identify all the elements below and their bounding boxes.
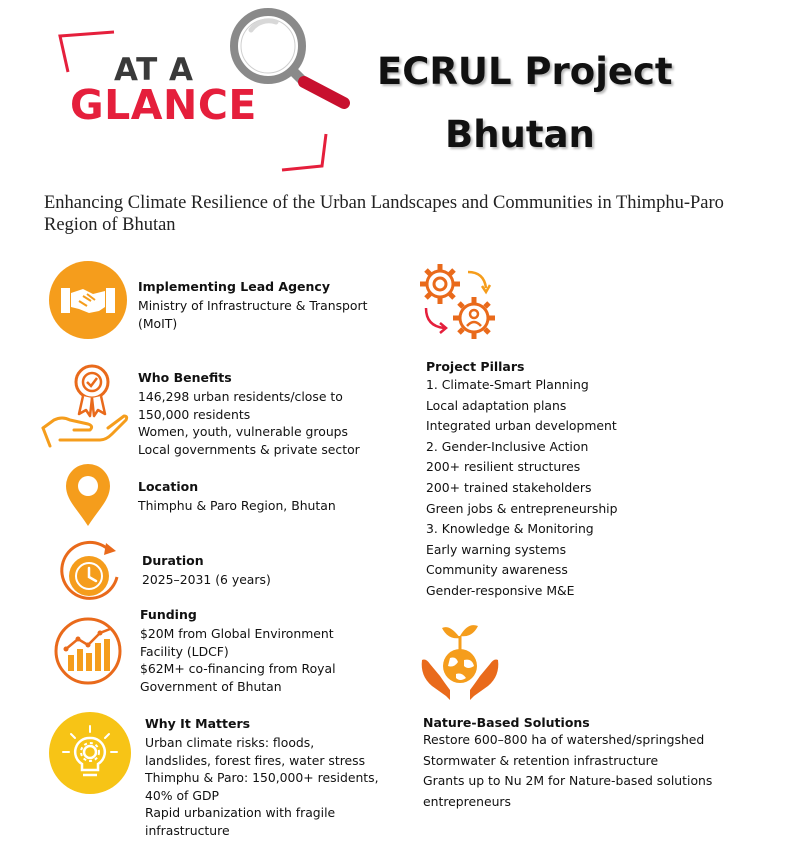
why-line: 40% of GDP xyxy=(145,787,219,803)
at-a-glance-logo xyxy=(50,0,360,180)
pillars-line: Community awareness xyxy=(426,562,568,578)
funding-section xyxy=(140,607,336,695)
logo-line-1: AT A xyxy=(114,52,194,88)
logo-line-2: GLANCE xyxy=(70,81,257,129)
pillars-line: 2. Gender-Inclusive Action xyxy=(426,438,589,454)
pillars-line: Early warning systems xyxy=(426,541,567,557)
nbs-line: Restore 600–800 ha of watershed/springshed xyxy=(423,732,705,747)
why-line: landslides, forest fires, water stress xyxy=(145,752,366,768)
pillars-heading: Project Pillars xyxy=(426,359,525,374)
benefits-heading: Who Benefits xyxy=(138,370,232,385)
why-line: Rapid urbanization with fragile xyxy=(145,805,336,820)
agency-line: (MoIT) xyxy=(138,315,178,331)
agency-heading: Implementing Lead Agency xyxy=(138,279,330,294)
duration-section xyxy=(142,553,271,589)
subtitle: Enhancing Climate Resilience of the Urban Landscapes and Communities in Thimphu-Paro Region of Bhutan xyxy=(44,193,724,235)
why-line: infrastructure xyxy=(145,822,230,838)
nbs-line: Stormwater & retention infrastructure xyxy=(423,752,659,768)
duration-heading: Duration xyxy=(142,553,204,568)
funding-line: $20M from Global Environment xyxy=(140,626,334,641)
location-section xyxy=(138,479,336,515)
duration-line: 2025–2031 (6 years) xyxy=(142,572,271,587)
pillars-line: Green jobs & entrepreneurship xyxy=(426,500,618,516)
handshake-icon xyxy=(49,261,127,339)
nbs-line: Grants up to Nu 2M for Nature-based solutions xyxy=(423,773,713,789)
gears-cycle-icon xyxy=(412,256,500,342)
benefits-line: 146,298 urban residents/close to xyxy=(138,389,343,404)
nbs-line: entrepreneurs xyxy=(423,793,511,809)
lightbulb-gear-icon xyxy=(49,712,131,794)
pillars-section xyxy=(426,359,617,602)
pillars-line: 3. Knowledge & Monitoring xyxy=(426,521,594,537)
location-heading: Location xyxy=(138,479,199,494)
benefits-section xyxy=(138,370,360,458)
page-title-line-1: ECRUL Project xyxy=(377,50,673,93)
pillars-line: Local adaptation plans xyxy=(426,397,567,413)
why-line: Urban climate risks: floods, xyxy=(145,735,315,750)
hands-globe-plant-icon xyxy=(418,620,502,704)
benefits-line: 150,000 residents xyxy=(138,406,251,422)
agency-line: Ministry of Infrastructure & Transport xyxy=(138,298,368,313)
pillars-line: Integrated urban development xyxy=(426,418,617,434)
why-section xyxy=(145,716,379,839)
pillars-line: 200+ resilient structures xyxy=(426,459,581,475)
growth-chart-icon xyxy=(50,613,130,689)
pillars-line: 200+ trained stakeholders xyxy=(426,479,592,495)
page-title-line-2: Bhutan xyxy=(445,113,595,156)
funding-heading: Funding xyxy=(140,607,197,622)
benefits-line: Local governments & private sector xyxy=(138,441,360,457)
pillars-line: Gender-responsive M&E xyxy=(426,582,575,598)
agency-section xyxy=(138,279,367,332)
nbs-heading: Nature-Based Solutions xyxy=(423,715,590,730)
why-heading: Why It Matters xyxy=(145,716,251,731)
pillars-line: 1. Climate-Smart Planning xyxy=(426,377,589,392)
location-line: Thimphu & Paro Region, Bhutan xyxy=(138,498,336,513)
clock-icon xyxy=(54,537,126,609)
funding-line: $62M+ co-financing from Royal xyxy=(140,661,336,676)
funding-line: Government of Bhutan xyxy=(140,678,282,694)
location-pin-icon xyxy=(64,464,112,528)
funding-line: Facility (LDCF) xyxy=(140,643,229,659)
why-line: Thimphu & Paro: 150,000+ residents, xyxy=(145,770,379,785)
hand-award-icon xyxy=(40,362,132,454)
nbs-section xyxy=(423,715,712,812)
benefits-line: Women, youth, vulnerable groups xyxy=(138,424,348,439)
